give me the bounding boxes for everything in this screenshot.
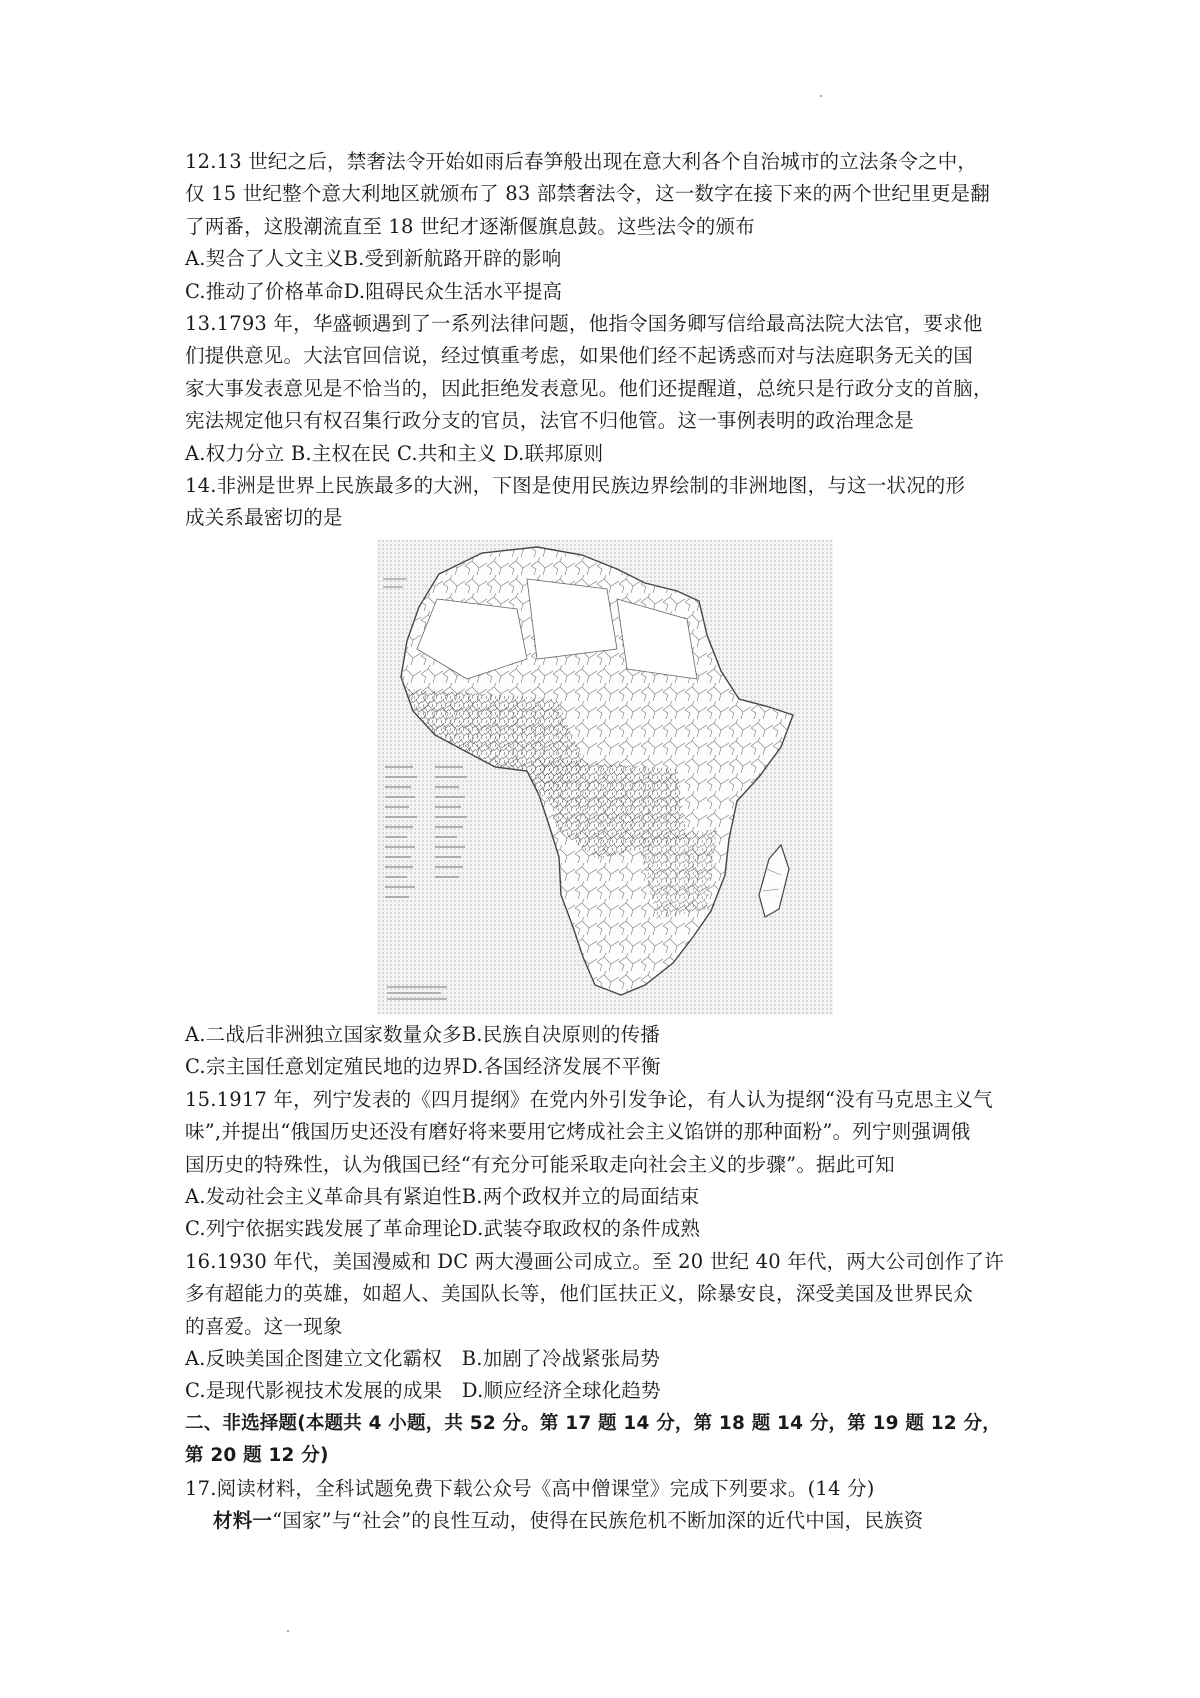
section-2-heading <box>185 1408 1035 1473</box>
question-text-line: 14.非洲是世界上民族最多的大洲，下图是使用民族边界绘制的非洲地图，与这一状况的形 <box>185 474 966 498</box>
question-text-line: 宪法规定他只有权召集行政分支的官员，法官不归他管。这一事例表明的政治理念是 <box>185 409 914 433</box>
material-label: 材料一 <box>213 1508 273 1532</box>
page-content <box>185 146 1035 1537</box>
material-line <box>185 1505 1035 1537</box>
question-15 <box>185 1084 1035 1246</box>
question-text-line: 家大事发表意见是不恰当的，因此拒绝发表意见。他们还提醒道，总统只是行政分支的首脑， <box>185 376 993 400</box>
question-text-line: 16.1930 年代，美国漫威和 DC 两大漫画公司成立。至 20 世纪 40 年代，两大公司创作了许 <box>185 1249 1004 1273</box>
question-text-line: 味”,并提出“俄国历史还没有磨好将来要用它烤成社会主义馅饼的那种面粉”。列宁则强调俄 <box>185 1120 971 1144</box>
answer-options-line: C.推动了价格革命D.阻碍民众生活水平提高 <box>185 279 563 303</box>
question-text-line: 成关系最密切的是 <box>185 506 343 530</box>
africa-ethnic-map-figure <box>185 539 1035 1015</box>
question-13 <box>185 308 1035 470</box>
question-text-line: 17.阅读材料，全科试题免费下载公众号《高中僧课堂》完成下列要求。(14 分) <box>185 1476 875 1500</box>
question-text-line: 仅 15 世纪整个意大利地区就颁布了 83 部禁奢法令，这一数字在接下来的两个世纪里更是翻 <box>185 182 990 206</box>
africa-ethnic-map <box>377 539 833 1015</box>
question-17 <box>185 1473 1035 1538</box>
question-text-line: 13.1793 年，华盛顿遇到了一系列法律问题，他指令国务卿写信给最高法院大法官，要求他 <box>185 312 983 336</box>
scan-speck <box>287 1630 289 1632</box>
question-text-line: 的喜爱。这一现象 <box>185 1314 343 1338</box>
question-text-line: 15.1917 年，列宁发表的《四月提纲》在党内外引发争论，有人认为提纲“没有马克思主义气 <box>185 1087 993 1111</box>
material-text: “国家”与“社会”的良性互动，使得在民族危机不断加深的近代中国，民族资 <box>272 1508 924 1532</box>
question-text-line: 国历史的特殊性，认为俄国已经“有充分可能采取走向社会主义的步骤”。据此可知 <box>185 1152 895 1176</box>
answer-options-line: A.反映美国企图建立文化霸权 B.加剧了冷战紧张局势 <box>185 1346 661 1370</box>
answer-options-line: C.是现代影视技术发展的成果 D.顺应经济全球化趋势 <box>185 1379 661 1403</box>
question-text-line: 们提供意见。大法官回信说，经过慎重考虑，如果他们经不起诱惑而对与法庭职务无关的国 <box>185 344 974 368</box>
scan-speck <box>820 95 822 97</box>
answer-options-line: A.权力分立 B.主权在民 C.共和主义 D.联邦原则 <box>185 441 604 465</box>
answer-options-line: A.二战后非洲独立国家数量众多B.民族自决原则的传播 <box>185 1022 661 1046</box>
question-14 <box>185 470 1035 1084</box>
question-text-line: 多有超能力的英雄，如超人、美国队长等，他们匡扶正义，除暴安良，深受美国及世界民众 <box>185 1282 974 1306</box>
question-12 <box>185 146 1035 308</box>
section-heading-line: 第 20 题 12 分) <box>185 1445 329 1467</box>
question-text-line: 了两番，这股潮流直至 18 世纪才逐渐偃旗息鼓。这些法令的颁布 <box>185 214 755 238</box>
answer-options-line: C.列宁依据实践发展了革命理论D.武装夺取政权的条件成熟 <box>185 1217 701 1241</box>
section-heading-line: 二、非选择题(本题共 4 小题，共 52 分。第 17 题 14 分，第 18 题 14 分，第 19 题 12 分， <box>185 1412 1001 1434</box>
answer-options-line: A.发动社会主义革命具有紧迫性B.两个政权并立的局面结束 <box>185 1184 700 1208</box>
answer-options-line: A.契合了人文主义B.受到新航路开辟的影响 <box>185 247 562 271</box>
answer-options-line: C.宗主国任意划定殖民地的边界D.各国经济发展不平衡 <box>185 1055 661 1079</box>
africa-map-drawing <box>377 539 833 1015</box>
question-text-line: 12.13 世纪之后，禁奢法令开始如雨后春笋般出现在意大利各个自治城市的立法条令之中， <box>185 150 978 173</box>
question-16 <box>185 1246 1035 1408</box>
